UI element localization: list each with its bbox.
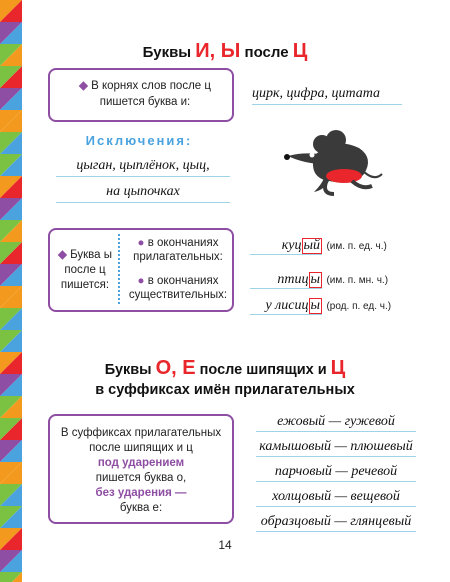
bullet-icon: ● <box>137 237 145 249</box>
rule-box-roots <box>48 68 234 122</box>
endings-example-1: куц ый (им. п. ед. ч.) <box>250 236 430 255</box>
suffix-pair: образцовый — глянцевый <box>256 514 416 532</box>
suffix-pair: холщовый — вещевой <box>256 489 416 507</box>
endings-example-2: птиц ы (им. п. мн. ч.) <box>250 270 430 289</box>
diamond-icon: ◆ <box>79 80 88 92</box>
decorative-triangle-border <box>0 0 22 582</box>
section1-title: Буквы И, Ы после Ц <box>142 40 308 62</box>
rule-box-endings: ◆ Буква ы после ц пишется: ● в окончаниях прилагательных: ● в окончаниях существительных: <box>48 228 234 312</box>
exceptions-line1: цыган, цыплёнок, цыц, <box>56 158 230 177</box>
mouse-illustration <box>274 126 384 198</box>
exceptions-title: Исключения: <box>85 133 193 148</box>
suffix-pair: ежовый — гужевой <box>256 414 416 432</box>
page-number: 14 <box>218 538 232 552</box>
rule-text-line1: В корнях слов после ц <box>91 80 211 92</box>
diamond-icon: ◆ <box>58 249 67 261</box>
rule-box-suffixes: В суффиксах прилагательных после шипящих и ц под ударением пишется буква о, без ударения — буква е: <box>48 414 234 524</box>
section2-title: Буквы О, Е после шипящих и Ц в суффиксах имён прилагательных <box>95 357 355 398</box>
suffix-pair: парчовый — речевой <box>256 464 416 482</box>
rule-text-line2: пишется буква и: <box>99 96 191 108</box>
endings-example-3: у лисиц ы (род. п. ед. ч.) <box>250 296 430 315</box>
exceptions-line2: на цыпочках <box>56 184 230 203</box>
dotted-divider <box>118 234 120 304</box>
suffix-pair: камышовый — плюшевый <box>256 439 416 457</box>
bullet-icon: ● <box>137 275 145 287</box>
examples-roots: цирк, цифра, цитата <box>252 86 402 105</box>
